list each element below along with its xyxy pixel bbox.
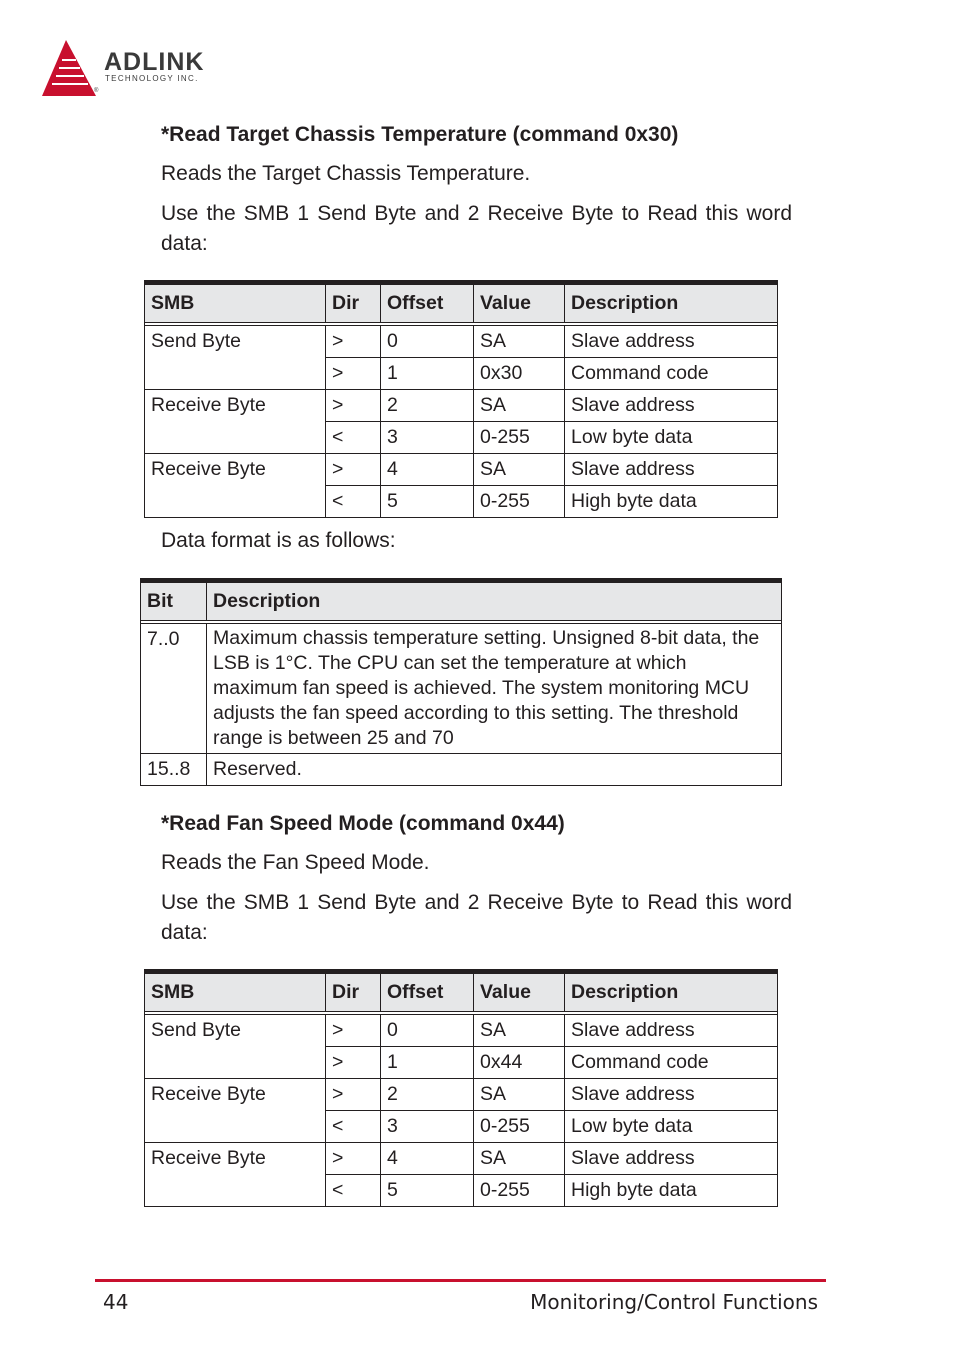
dir-cell: >	[326, 358, 381, 390]
col-header-offset: Offset	[381, 972, 474, 1012]
section2-usage: Use the SMB 1 Send Byte and 2 Receive Byte to Read this word data:	[161, 891, 792, 944]
offset-cell: 2	[381, 390, 474, 422]
value-cell: SA	[474, 1143, 565, 1175]
smb-cell: Receive Byte	[145, 1079, 326, 1143]
col-header-description: Description	[565, 972, 778, 1012]
table-row	[145, 1079, 778, 1111]
bit-cell: 15..8	[141, 754, 207, 786]
value-cell: SA	[474, 326, 565, 358]
dir-cell: >	[326, 1079, 381, 1111]
description-cell: Slave address	[565, 390, 778, 422]
offset-cell: 0	[381, 1015, 474, 1047]
value-cell: SA	[474, 1015, 565, 1047]
dir-cell: >	[326, 390, 381, 422]
table-row	[141, 624, 782, 754]
dir-cell: <	[326, 1175, 381, 1207]
logo-wordmark: ADLINK	[104, 48, 205, 76]
section1-intro: Reads the Target Chassis Temperature.	[161, 162, 531, 185]
dir-cell: >	[326, 326, 381, 358]
offset-cell: 4	[381, 1143, 474, 1175]
smb-cell: Receive Byte	[145, 1143, 326, 1207]
logo-registered: ®	[94, 88, 99, 94]
offset-cell: 2	[381, 1079, 474, 1111]
bit-description-cell: Reserved.	[207, 754, 782, 786]
smb-cell: Receive Byte	[145, 390, 326, 454]
offset-cell: 1	[381, 358, 474, 390]
description-cell: Slave address	[565, 1143, 778, 1175]
col-header-value: Value	[474, 283, 565, 323]
bit-cell: 7..0	[141, 624, 207, 754]
value-cell: 0-255	[474, 1175, 565, 1207]
data-format-label: Data format is as follows:	[161, 529, 396, 552]
value-cell: SA	[474, 454, 565, 486]
adlink-logo	[38, 38, 238, 100]
value-cell: 0x30	[474, 358, 565, 390]
offset-cell: 5	[381, 486, 474, 518]
offset-cell: 4	[381, 454, 474, 486]
col-header-smb: SMB	[145, 283, 326, 323]
col-header-dir: Dir	[326, 283, 381, 323]
dir-cell: <	[326, 1111, 381, 1143]
table-row	[145, 326, 778, 358]
col-header-description: Description	[565, 283, 778, 323]
page-number: 44	[103, 1290, 129, 1314]
dir-cell: >	[326, 454, 381, 486]
value-cell: SA	[474, 1079, 565, 1111]
section1-heading: *Read Target Chassis Temperature (command 0x30)	[161, 123, 679, 146]
section1-smb-table	[144, 280, 778, 518]
table-header-row	[145, 283, 778, 323]
description-cell: Slave address	[565, 1079, 778, 1111]
section1-usage: Use the SMB 1 Send Byte and 2 Receive Byte to Read this word data:	[161, 202, 792, 255]
footer-chapter-title: Monitoring/Control Functions	[530, 1290, 818, 1314]
value-cell: 0x44	[474, 1047, 565, 1079]
value-cell: 0-255	[474, 1111, 565, 1143]
dir-cell: <	[326, 486, 381, 518]
value-cell: SA	[474, 390, 565, 422]
description-cell: High byte data	[565, 1175, 778, 1207]
description-cell: Low byte data	[565, 1111, 778, 1143]
footer-rule	[95, 1279, 826, 1282]
offset-cell: 0	[381, 326, 474, 358]
offset-cell: 5	[381, 1175, 474, 1207]
section2-heading: *Read Fan Speed Mode (command 0x44)	[161, 812, 565, 835]
bit-description-cell: Maximum chassis temperature setting. Unsigned 8-bit data, the LSB is 1°C. The CPU can set the temperature at which maximum fan speed is achieved. The system monitoring MCU adjusts the fan speed according to this setting. The threshold range is between 25 and 70	[207, 624, 782, 754]
value-cell: 0-255	[474, 422, 565, 454]
dir-cell: >	[326, 1143, 381, 1175]
table-row	[145, 390, 778, 422]
description-cell: Slave address	[565, 326, 778, 358]
table-row	[145, 454, 778, 486]
section2-intro: Reads the Fan Speed Mode.	[161, 851, 430, 874]
col-header-offset: Offset	[381, 283, 474, 323]
logo-subtitle: TECHNOLOGY INC.	[105, 74, 199, 83]
description-cell: Slave address	[565, 1015, 778, 1047]
table-row	[145, 1015, 778, 1047]
section2-smb-table	[144, 969, 778, 1207]
smb-cell: Send Byte	[145, 326, 326, 390]
offset-cell: 3	[381, 422, 474, 454]
dir-cell: <	[326, 422, 381, 454]
offset-cell: 1	[381, 1047, 474, 1079]
description-cell: Command code	[565, 1047, 778, 1079]
offset-cell: 3	[381, 1111, 474, 1143]
value-cell: 0-255	[474, 486, 565, 518]
table-header-row	[145, 972, 778, 1012]
adlink-triangle-icon	[38, 38, 98, 98]
col-header-bit: Bit	[141, 581, 207, 621]
table-header-row	[141, 581, 782, 621]
dir-cell: >	[326, 1015, 381, 1047]
smb-cell: Receive Byte	[145, 454, 326, 518]
dir-cell: >	[326, 1047, 381, 1079]
bit-format-table	[140, 578, 782, 786]
description-cell: Command code	[565, 358, 778, 390]
table-row	[141, 754, 782, 786]
smb-cell: Send Byte	[145, 1015, 326, 1079]
description-cell: High byte data	[565, 486, 778, 518]
col-header-value: Value	[474, 972, 565, 1012]
col-header-dir: Dir	[326, 972, 381, 1012]
description-cell: Low byte data	[565, 422, 778, 454]
description-cell: Slave address	[565, 454, 778, 486]
table-row	[145, 1143, 778, 1175]
col-header-smb: SMB	[145, 972, 326, 1012]
col-header-description: Description	[207, 581, 782, 621]
